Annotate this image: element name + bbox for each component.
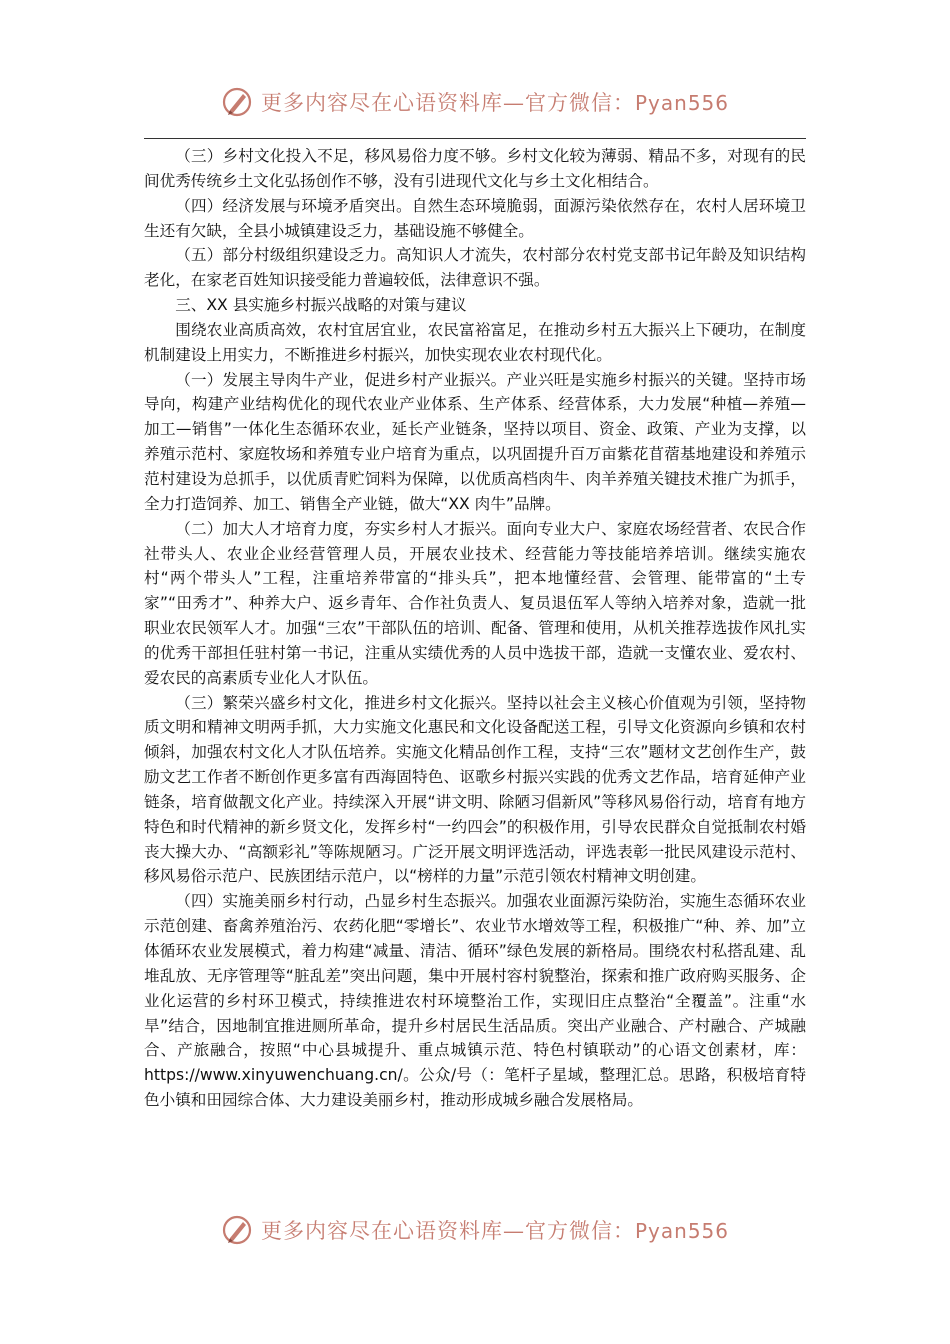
footer-banner-main: 更多内容尽在心语资料库—官方微信： — [260, 1219, 635, 1243]
pen-logo-icon — [221, 1214, 253, 1246]
header-banner-wechat: Pyan556 — [634, 91, 729, 115]
section-heading: 三、XX 县实施乡村振兴战略的对策与建议 — [175, 296, 467, 315]
paragraph: （三）繁荣兴盛乡村文化，推进乡村文化振兴。坚持以社会主义核心价值观为引领，坚持物质文明和精神文明两手抓，大力实施文化惠民和文化设备配送工程，引导文化资源向乡镇和农村倾斜，加强农村文化人才队伍培养。实施文化精品创作工程，支持“三农”题材文艺创作生产，鼓励文艺工作者不断创作更多富有西海固特色、讴歌乡村振兴实践的优秀文艺作品，培育延伸产业链条，培育做靓文化产业。持续深入开展“讲文明、除陋习倡新风”等移风易俗行动，培育有地方特色和时代精神的新乡贤文化，发挥乡村“一约四会”的积极作用，引导农民群众自觉抵制农村婚丧大操大办、“高额彩礼”等陈规陋习。广泛开展文明评选活动，评选表彰一批民风建设示范村、移风易俗示范户、民族团结示范户，以“榜样的力量”示范引领农村精神文明创建。 — [144, 693, 806, 886]
footer-banner-text — [261, 1215, 729, 1245]
header-banner-main: 更多内容尽在心语资料库—官方微信： — [260, 91, 635, 115]
paragraph: 围绕农业高质高效，农村宜居宜业，农民富裕富足，在推动乡村五大振兴上下硬功，在制度机制建设上用实力，不断推进乡村振兴，加快实现农业农村现代化。 — [144, 320, 806, 364]
paragraph: （四）经济发展与环境矛盾突出。自然生态环境脆弱，面源污染依然存在，农村人居环境卫生还有欠缺，全县小城镇建设乏力，基础设施不够健全。 — [144, 196, 806, 240]
paragraph: （四）实施美丽乡村行动，凸显乡村生态振兴。加强农业面源污染防治，实施生态循环农业示范创建、畜禽养殖治污、农药化肥“零增长”、农业节水增效等工程，积极推广“种、养、加”立体循环农业发展模式，着力构建“减量、清洁、循环”绿色发展的新格局。围绕农村私搭乱建、乱堆乱放、无序管理等“脏乱差”突出问题，集中开展村容村貌整治，探索和推广政府购买服务、企业化运营的乡村环卫模式，持续推进农村环境整治工作，实现旧庄点整治“全覆盖”。注重“水旱”结合，因地制宜推进厕所革命，提升乡村居民生活品质。突出产业融合、产村融合、产城融合、产旅融合，按照“中心县城提升、重点城镇示范、特色村镇联动”的心语文创素材，库：https://www.xinyuwenchuang.cn/。公众/号（：笔杆子星域，整理汇总。思路，积极培育特色小镇和田园综合体、大力建设美丽乡村，推动形成城乡融合发展格局。 — [144, 892, 806, 1110]
header-banner-text — [261, 87, 729, 117]
header-banner[interactable] — [0, 82, 950, 122]
paragraph: （五）部分村级组织建设乏力。高知识人才流失，农村部分农村党支部书记年龄及知识结构老化，在家老百姓知识接受能力普遍较低，法律意识不强。 — [144, 246, 806, 290]
footer-banner-wechat: Pyan556 — [634, 1219, 729, 1243]
header-divider — [144, 138, 806, 139]
paragraph: （三）乡村文化投入不足，移风易俗力度不够。乡村文化较为薄弱、精品不多，对现有的民间优秀传统乡土文化弘扬创作不够，没有引进现代文化与乡土文化相结合。 — [144, 147, 806, 190]
paragraph: （一）发展主导肉牛产业，促进乡村产业振兴。产业兴旺是实施乡村振兴的关键。坚持市场导向，构建产业结构优化的现代农业产业体系、生产体系、经营体系，大力发展“种植—养殖—加工—销售”一体化生态循环农业，延长产业链条，坚持以项目、资金、政策、产业为支撑，以养殖示范村、家庭牧场和养殖专业户培育为重点，以巩固提升百万亩紫花苜蓿基地建设和养殖示范村建设为总抓手，以优质青贮饲料为保障，以优质高档肉牛、肉羊养殖关键技术推广为抓手，全力打造饲养、加工、销售全产业链，做大“XX 肉牛”品牌。 — [144, 370, 806, 513]
footer-banner[interactable] — [0, 1210, 950, 1250]
paragraph: （二）加大人才培育力度，夯实乡村人才振兴。面向专业大户、家庭农场经营者、农民合作社带头人、农业企业经营管理人员，开展农业技术、经营能力等技能培养培训。继续实施农村“两个带头人”工程，注重培养带富的“排头兵”，把本地懂经营、会管理、能带富的“土专家”“田秀才”、种养大户、返乡青年、合作社负责人、复员退伍军人等纳入培养对象，造就一批职业农民领军人才。加强“三农”干部队伍的培训、配备、管理和使用，从机关推荐选拔作风扎实的优秀干部担任驻村第一书记，注重从实绩优秀的人员中选拔干部，造就一支懂农业、爱农村、爱农民的高素质专业化人才队伍。 — [144, 519, 806, 687]
document-body — [144, 144, 806, 1113]
pen-logo-icon — [221, 86, 253, 118]
